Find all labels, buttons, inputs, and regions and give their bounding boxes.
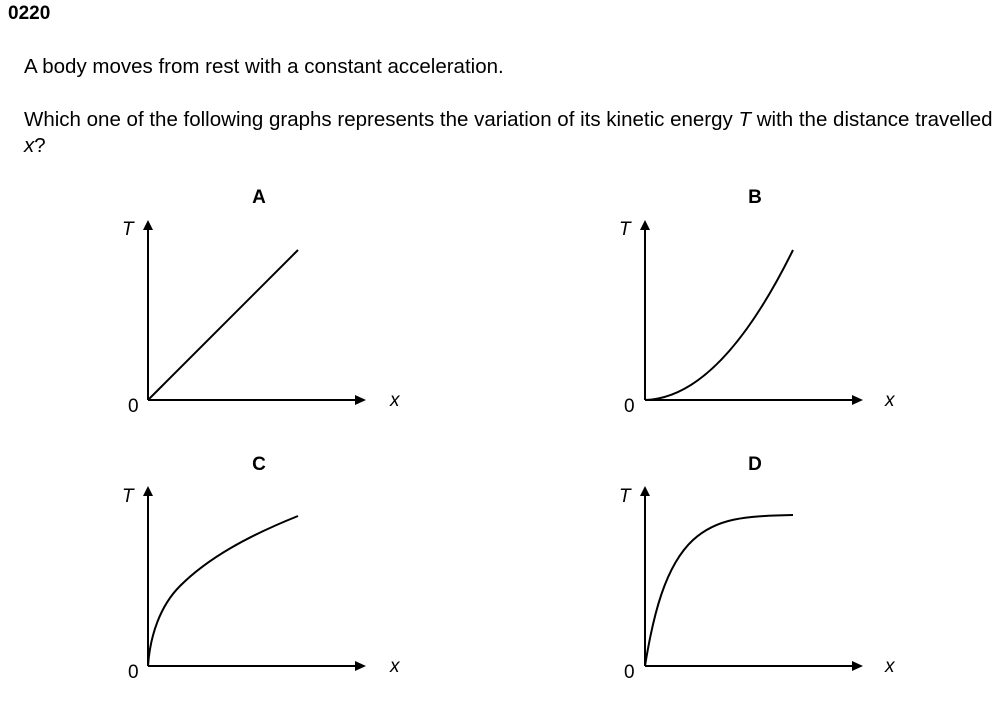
graph-c[interactable] xyxy=(148,476,448,716)
graph-b-plot xyxy=(645,210,945,450)
graph-b[interactable] xyxy=(645,210,945,450)
graph-b-origin: 0 xyxy=(624,396,635,417)
graph-b-x-label: x xyxy=(885,390,895,411)
graph-a-curve xyxy=(148,250,298,400)
graph-d-plot xyxy=(645,476,945,716)
graph-c-y-arrow xyxy=(143,486,153,496)
graph-b-x-arrow xyxy=(852,395,863,405)
graph-d-y-label: T xyxy=(619,486,631,507)
question-text-part1: Which one of the following graphs represents the variation of its kinetic energy xyxy=(24,108,739,131)
graph-c-x-label: x xyxy=(390,656,400,677)
graph-a-y-label: T xyxy=(122,219,134,240)
question-text xyxy=(24,107,999,159)
graph-a-y-arrow xyxy=(143,220,153,230)
question-text-part2: with the distance travelled xyxy=(751,108,993,131)
graph-d[interactable] xyxy=(645,476,945,716)
graph-b-y-label: T xyxy=(619,219,631,240)
graph-b-curve xyxy=(645,250,793,400)
graph-d-curve xyxy=(645,515,793,666)
question-stem: A body moves from rest with a constant acceleration. xyxy=(24,55,504,78)
distance-symbol: x xyxy=(24,134,35,157)
graph-c-plot xyxy=(148,476,448,716)
graph-d-y-arrow xyxy=(640,486,650,496)
option-d-label: D xyxy=(748,454,762,475)
graph-b-y-arrow xyxy=(640,220,650,230)
question-number: 0220 xyxy=(8,3,51,24)
kinetic-energy-symbol: T xyxy=(738,108,751,131)
graph-c-curve xyxy=(148,516,298,666)
graph-a-x-label: x xyxy=(390,390,400,411)
question-text-part3: ? xyxy=(34,134,46,157)
graph-a-origin: 0 xyxy=(128,396,139,417)
graph-c-origin: 0 xyxy=(128,662,139,683)
graph-a[interactable] xyxy=(148,210,448,450)
option-c-label: C xyxy=(252,454,266,475)
graph-d-x-label: x xyxy=(885,656,895,677)
graph-d-origin: 0 xyxy=(624,662,635,683)
graph-c-x-arrow xyxy=(355,661,366,671)
option-b-label: B xyxy=(748,187,762,208)
graph-c-y-label: T xyxy=(122,486,134,507)
option-a-label: A xyxy=(252,187,266,208)
graph-a-x-arrow xyxy=(355,395,366,405)
graph-a-plot xyxy=(148,210,448,450)
graph-d-x-arrow xyxy=(852,661,863,671)
